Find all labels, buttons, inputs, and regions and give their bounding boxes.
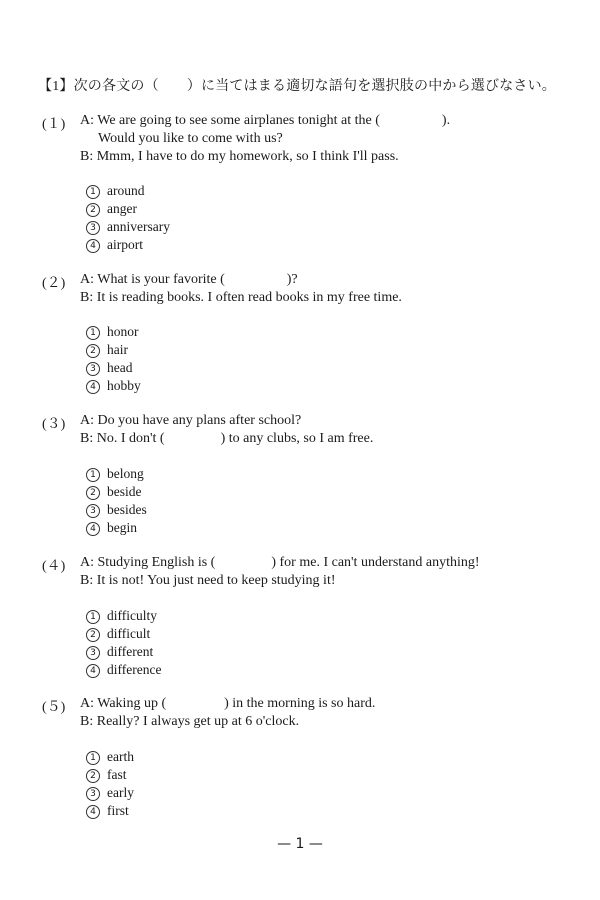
option-number: 2 (86, 769, 100, 783)
dialogue-line: B: It is not! You just need to keep studying it! (80, 573, 336, 588)
option-number: 3 (86, 221, 100, 235)
dialogue-line: B: No. I don't ( ) to any clubs, so I am free. (80, 431, 374, 446)
option-4: 4 hobby (86, 378, 141, 394)
dialogue-line: Would you like to come with us? (98, 131, 283, 146)
instruction-text (38, 75, 556, 95)
option-1: 1 earth (86, 749, 134, 765)
instruction-after: ）に当てはまる適切な語句を選択肢の中から選びなさい。 (186, 79, 557, 94)
option-number: 1 (86, 326, 100, 340)
dialogue-line: B: Really? I always get up at 6 o'clock. (80, 714, 300, 729)
option-1: 1 belong (86, 466, 144, 482)
option-3: 3 head (86, 360, 132, 376)
option-2: 2 fast (86, 767, 127, 783)
option-number: 3 (86, 787, 100, 801)
option-2: 2 difficult (86, 626, 150, 642)
option-number: 2 (86, 344, 100, 358)
option-3: 3 anniversary (86, 219, 170, 235)
option-1: 1 difficulty (86, 608, 157, 624)
option-number: 3 (86, 504, 100, 518)
option-3: 3 different (86, 644, 153, 660)
option-number: 2 (86, 203, 100, 217)
question-number: (４) (42, 559, 66, 574)
question-number: (２) (42, 276, 66, 291)
option-3: 3 besides (86, 502, 147, 518)
page-number: — 1 — (277, 836, 323, 852)
option-2: 2 anger (86, 201, 137, 217)
option-4: 4 difference (86, 662, 161, 678)
dialogue-line: A: What is your favorite ( )? (80, 272, 298, 287)
dialogue-line: A: Waking up ( ) in the morning is so hard. (80, 696, 376, 711)
dialogue-line: A: We are going to see some airplanes tonight at the ( ). (80, 113, 451, 128)
option-number: 3 (86, 646, 100, 660)
dialogue-line: A: Do you have any plans after school? (80, 413, 302, 428)
option-number: 1 (86, 468, 100, 482)
option-number: 4 (86, 522, 100, 536)
option-number: 3 (86, 362, 100, 376)
option-number: 2 (86, 486, 100, 500)
option-4: 4 first (86, 803, 129, 819)
dialogue-line: B: Mmm, I have to do my homework, so I think I'll pass. (80, 149, 399, 164)
option-number: 1 (86, 751, 100, 765)
option-4: 4 begin (86, 520, 137, 536)
option-number: 4 (86, 380, 100, 394)
option-number: 4 (86, 664, 100, 678)
option-1: 1 honor (86, 324, 139, 340)
option-4: 4 airport (86, 237, 143, 253)
dialogue-line: B: It is reading books. I often read books in my free time. (80, 290, 402, 305)
option-number: 4 (86, 239, 100, 253)
option-2: 2 hair (86, 342, 128, 358)
question-number: (１) (42, 117, 66, 132)
option-1: 1 around (86, 183, 145, 199)
instruction-before: 【1】次の各文の（ (38, 79, 159, 94)
question-number: (３) (42, 417, 66, 432)
option-3: 3 early (86, 785, 134, 801)
question-number: (５) (42, 700, 66, 715)
option-number: 1 (86, 185, 100, 199)
option-number: 1 (86, 610, 100, 624)
option-2: 2 beside (86, 484, 142, 500)
dialogue-line: A: Studying English is ( ) for me. I can't understand anything! (80, 555, 480, 570)
option-number: 4 (86, 805, 100, 819)
option-number: 2 (86, 628, 100, 642)
